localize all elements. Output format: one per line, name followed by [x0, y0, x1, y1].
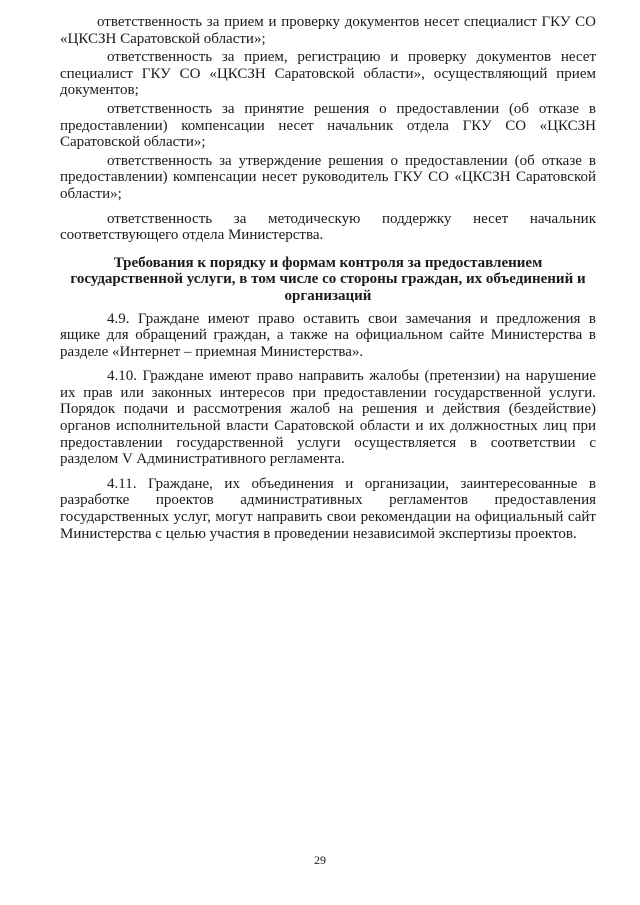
- paragraph-responsibility-registration: ответственность за прием, регистрацию и проверку документов несет специалист ГКУ СО «ЦКСЗН Саратовской области», осуществляющий прием документов;: [60, 49, 596, 99]
- paragraph-responsibility-intake: ответственность за прием и проверку документов несет специалист ГКУ СО «ЦКСЗН Саратовской области»;: [60, 14, 596, 47]
- paragraph-responsibility-methodical: ответственность за методическую поддержку несет начальник соответствующего отдела Министерства.: [60, 210, 596, 244]
- paragraph-4-9: 4.9. Граждане имеют право оставить свои замечания и предложения в ящике для обращений граждан, а также на официальном сайте Министерства в разделе «Интернет – приемная Министерства».: [60, 310, 596, 360]
- page-number: 29: [314, 853, 326, 867]
- paragraph-responsibility-approval: ответственность за утверждение решения о предоставлении (об отказе в предоставлении) компенсации несет руководитель ГКУ СО «ЦКСЗН Саратовской области»;: [60, 152, 596, 202]
- paragraph-4-10: 4.10. Граждане имеют право направить жалобы (претензии) на нарушение их прав или законных интересов при предоставлении государственной услуги. Порядок подачи и рассмотрения жалоб на решения и действия (бездействие) органов исполнительной власти Саратовской области и их должностных лиц при предоставлении государственной услуги осуществляется в соответствии с разделом V Административного регламента.: [60, 368, 596, 468]
- document-page: [60, 14, 596, 542]
- section-heading: Требования к порядку и формам контроля за предоставлением государственной услуги, в том числе со стороны граждан, их объединений и организаций: [70, 254, 586, 304]
- paragraph-4-11: 4.11. Граждане, их объединения и организации, заинтересованные в разработке проектов административных регламентов предоставления государственных услуг, могут направить свои рекомендации на официальный сайт Министерства с целью участия в проведении независимой экспертизы проектов.: [60, 475, 596, 542]
- paragraph-responsibility-decision: ответственность за принятие решения о предоставлении (об отказе в предоставлении) компенсации несет начальник отдела ГКУ СО «ЦКСЗН Саратовской области»;: [60, 100, 596, 151]
